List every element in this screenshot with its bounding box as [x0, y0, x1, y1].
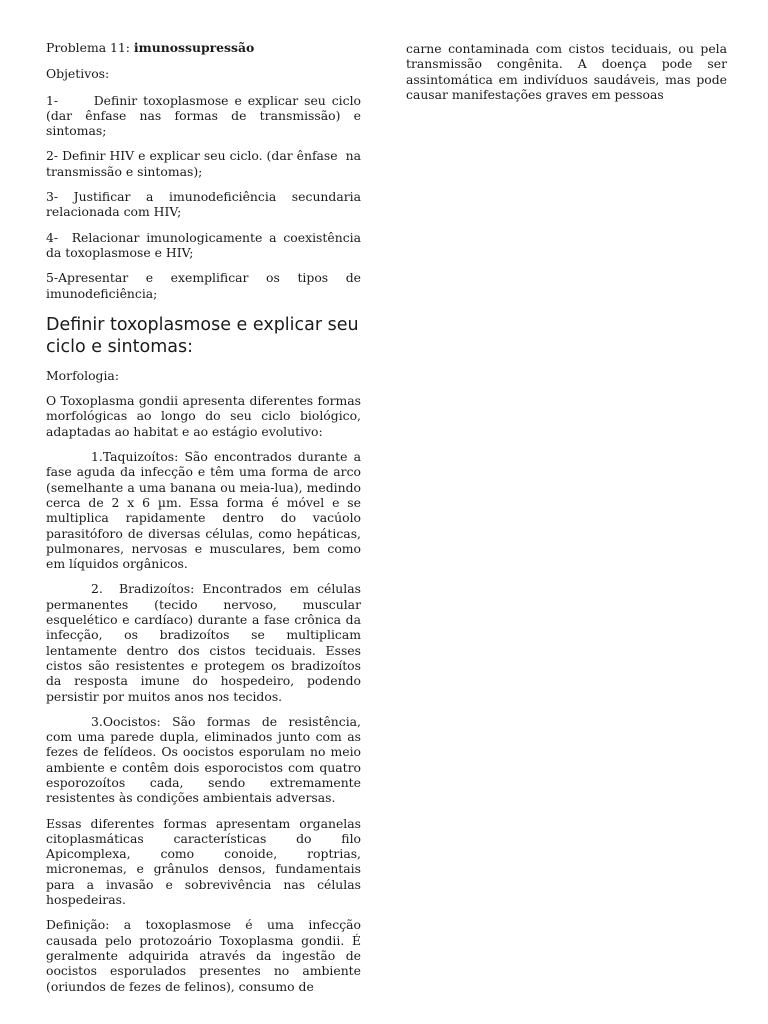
form-paragraph-bradizoitos: 2. Bradizoítos: Encontrados em células permanentes (tecido nervoso, muscular esquelético e cardíaco) durante a fase crônica da infecção, os bradizoítos se multiplicam lentamente dentro dos cistos teciduais. Esses cistos são resistentes e protegem os bradizoítos da resposta imune do hospedeiro, podendo persistir por muitos anos nos tecidos.	[46, 581, 365, 704]
objective-item: 2- Definir HIV e explicar seu ciclo. (dar ênfase na transmissão e sintomas);	[46, 148, 365, 179]
form-paragraph-oocistos: 3.Oocistos: São formas de resistência, com uma parede dupla, eliminados junto com as fezes de felídeos. Os oocistos esporulam no meio ambiente e contêm dois esporocistos com quatro esporozoítos cada, sendo extremamente resistentes às condições ambientais adversas.	[46, 713, 361, 806]
right-column	[406, 41, 727, 102]
objectives-label: Objetivos:	[46, 66, 110, 82]
definition-paragraph: Definição: a toxoplasmose é uma infecção causada pelo protozoário Toxoplasma gondii. É geralmente adquirida através da ingestão de oocistos esporulados presentes no ambiente (oriundos de fezes de felinos), consumo de	[46, 917, 361, 994]
objective-item: 4- Relacionar imunologicamente a coexistência da toxoplasmose e HIV;	[46, 229, 365, 260]
form-paragraph-taquizoitos: 1.Taquizoítos: São encontrados durante a fase aguda da infecção e têm uma forma de arco (semelhante a uma banana ou meia-lua), medindo cerca de 2 x 6 µm. Essa forma é móvel e se multiplica rapidamente dentro do vacúolo parasitóforo de diversas células, como hepáticas, pulmonares, nervosas e musculares, bem como em líquidos orgânicos.	[46, 449, 361, 572]
section-heading: Definir toxoplasmose e explicar seu ciclo e sintomas:	[46, 314, 359, 357]
problem-topic: imunossupressão	[133, 40, 255, 55]
organelles-paragraph: Essas diferentes formas apresentam organelas citoplasmáticas características do filo Apicomplexa, como conoide, roptrias, micronemas, e grânulos densos, fundamentais para a invasão e sobrevivência nas células hospedeiras.	[46, 815, 361, 908]
morphology-label: Morfologia:	[46, 367, 119, 383]
left-column	[46, 40, 365, 994]
objective-item: 1- Definir toxoplasmose e explicar seu ciclo (dar ênfase nas formas de transmissão) e sintomas;	[46, 92, 365, 139]
objective-item: 3- Justificar a imunodeficiência secundaria relacionada com HIV;	[46, 189, 361, 220]
definition-continuation: carne contaminada com cistos teciduais, ou pela transmissão congênita. A doença pode ser assintomática em indivíduos saudáveis, mas pode causar manifestações graves em pessoas	[406, 41, 727, 102]
objective-item: 5-Apresentar e exemplificar os tipos de imunodeficiência;	[46, 270, 361, 301]
intro-paragraph: O Toxoplasma gondii apresenta diferentes formas morfológicas ao longo do seu ciclo biológico, adaptadas ao habitat e ao estágio evolutivo:	[46, 393, 361, 439]
problem-prefix: Problema 11:	[46, 40, 134, 55]
problem-title	[46, 40, 361, 55]
